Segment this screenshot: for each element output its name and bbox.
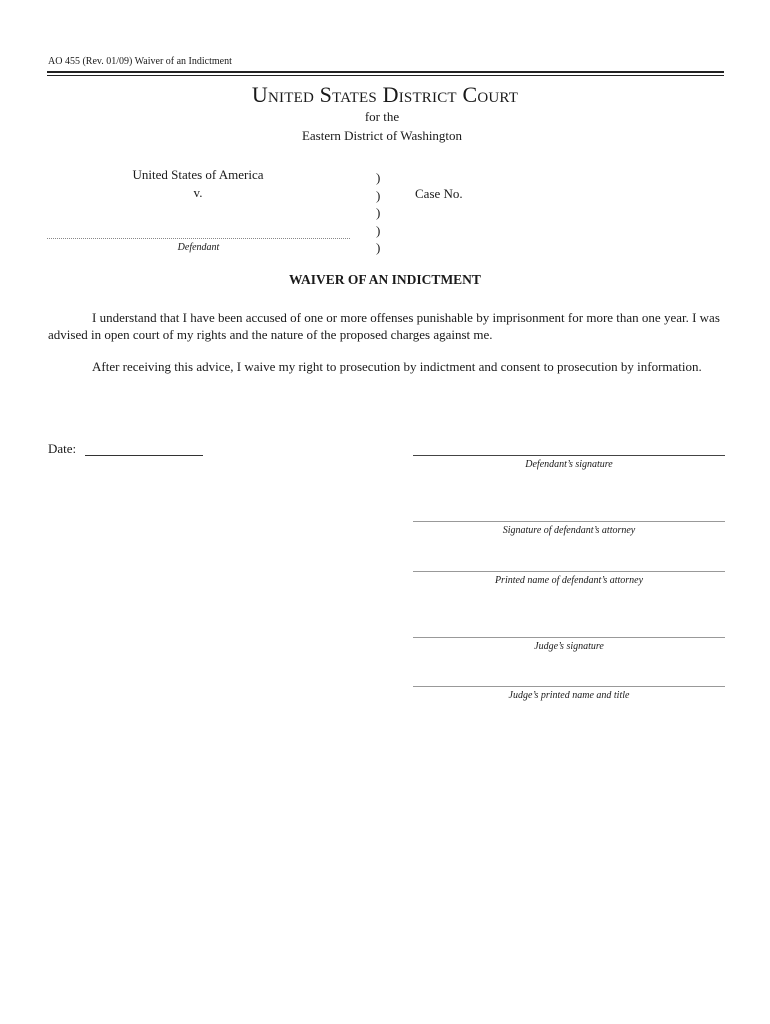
plaintiff-name: United States of America	[132, 167, 264, 182]
attorney-signature-label: Signature of defendant’s attorney	[502, 525, 636, 536]
court-for-the: for the	[364, 109, 400, 124]
paragraph-waiver: After receiving this advice, I waive my right to prosecution by indictment and consent to prosecution by information.	[92, 359, 702, 374]
defendant-label: Defendant	[177, 242, 220, 253]
judge-printed-name-line[interactable]	[413, 686, 725, 687]
judge-signature-line[interactable]	[413, 637, 725, 638]
attorney-signature-line[interactable]	[413, 521, 725, 522]
judge-printed-name-label: Judge’s printed name and title	[508, 690, 630, 701]
caption-parentheses: ) ) ) ) )	[376, 170, 381, 255]
judge-signature-label: Judge’s signature	[534, 641, 604, 652]
defendant-signature-label: Defendant’s signature	[525, 459, 613, 470]
attorney-printed-name-label: Printed name of defendant’s attorney	[494, 575, 644, 586]
defendant-signature-line[interactable]	[413, 455, 725, 456]
date-field[interactable]	[85, 455, 203, 456]
case-number-label: Case No.	[415, 186, 463, 201]
court-district: Eastern District of Washington	[301, 128, 463, 143]
versus-label: v.	[193, 185, 203, 200]
date-label: Date:	[48, 441, 77, 456]
attorney-printed-name-line[interactable]	[413, 571, 725, 572]
header-rule-thick	[47, 71, 724, 73]
court-title: United States District Court	[251, 82, 519, 107]
header-rule-thin	[47, 75, 724, 76]
document-title: WAIVER OF AN INDICTMENT	[289, 272, 481, 287]
form-identifier: AO 455 (Rev. 01/09) Waiver of an Indictment	[48, 56, 232, 67]
defendant-name-field[interactable]	[47, 238, 350, 239]
paragraph-accusation: I understand that I have been accused of one or more offenses punishable by imprisonment for more than one year. I was advised in open court of my rights and the nature of the proposed charges against me.	[48, 310, 720, 342]
